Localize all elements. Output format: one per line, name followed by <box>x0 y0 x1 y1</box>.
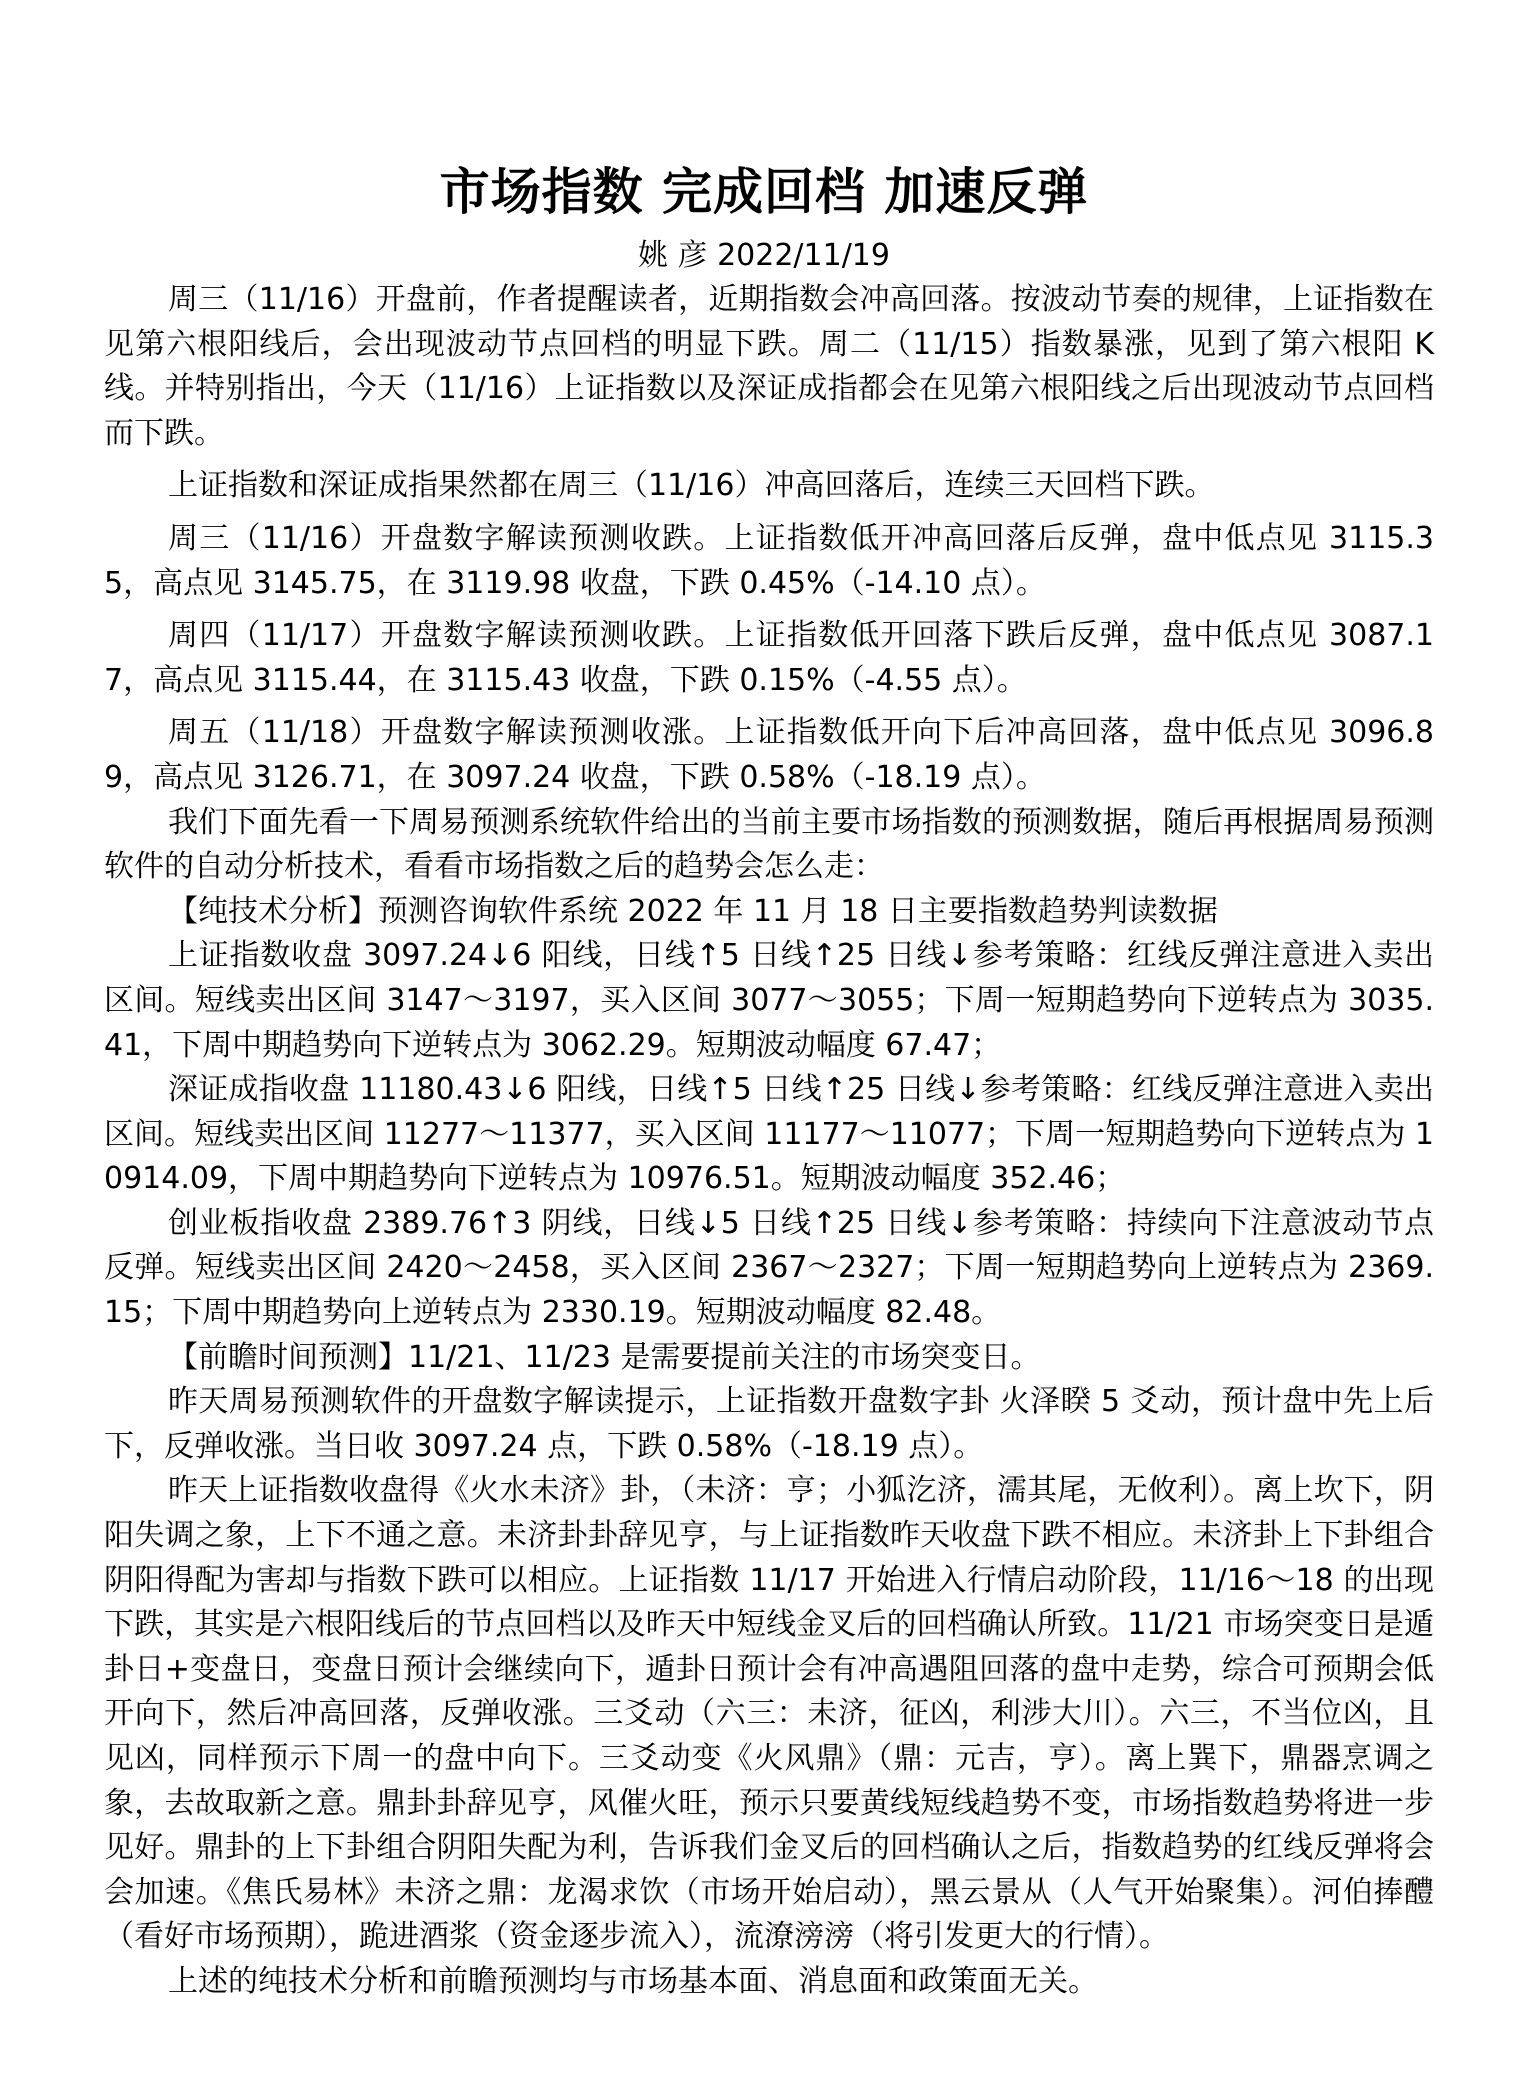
paragraph-shenzhen-index: 深证成指收盘 11180.43↓6 阳线，日线↑5 日线↑25 日线↓参考策略：红线反弹注意进入卖出区间。短线卖出区间 11277～11377，买入区间 11177～11077；下周一短期趋势向下逆转点为 10914.09，下周中期趋势向下逆转点为 10976.51。短期波动幅度 352.46； <box>104 1072 1434 1197</box>
author-date-line: 姚 彦 2022/11/19 <box>638 238 890 273</box>
paragraph-closing-hexagram: 昨天上证指数收盘得《火水未济》卦，（未济：亨；小狐汔济，濡其尾，无攸利）。离上坎下，阴阳失调之象，上下不通之意。未济卦卦辞见亨，与上证指数昨天收盘下跌不相应。未济卦上下卦组合阴阳得配为害却与指数下跌可以相应。上证指数 11/17 开始进入行情启动阶段，11/16～18 的出现下跌，其实是六根阳线后的节点回档以及昨天中短线金叉后的回档确认所致。11/21 市场突变日是遁卦日+变盘日，变盘日预计会继续向下，遁卦日预计会有冲高遇阻回落的盘中走势，综合可预期会低开向下，然后冲高回落，反弹收涨。三爻动（六三：未济，征凶，利涉大川）。六三，不当位凶，且见凶，同样预示下周一的盘中向下。三爻动变《火风鼎》（鼎：元吉，亨）。离上巽下，鼎器烹调之象，去故取新之意。鼎卦卦辞见亨，风催火旺，预示只要黄线短线趋势不变，市场指数趋势将进一步见好。鼎卦的上下卦组合阴阳失配为利，告诉我们金叉后的回档确认之后，指数趋势的红线反弹将会会加速。《焦氏易林》未济之鼎：龙渴求饮（市场开始启动），黑云景从（人气开始聚集）。河伯捧醴（看好市场预期），跪进酒浆（资金逐步流入），流潦滂滂（将引发更大的行情）。 <box>104 1473 1434 1955</box>
paragraph-chinext-index: 创业板指收盘 2389.76↑3 阴线，日线↓5 日线↑25 日线↓参考策略：持续向下注意波动节点反弹。短线卖出区间 2420～2458，买入区间 2367～2327；下周一短期趋势向上逆转点为 2369.15；下周中期趋势向上逆转点为 2330.19。短期波动幅度 82.48。 <box>104 1205 1434 1331</box>
paragraph-intro: 周三（11/16）开盘前，作者提醒读者，近期指数会冲高回落。按波动节奏的规律，上证指数在见第六根阳线后，会出现波动节点回档的明显下跌。周二（11/15）指数暴涨，见到了第六根阳 K 线。并特别指出，今天（11/16）上证指数以及深证成指都会在见第六根阳线之后出现波动节点回档而下跌。 <box>104 282 1434 451</box>
paragraph-overview: 我们下面先看一下周易预测系统软件给出的当前主要市场指数的预测数据，随后再根据周易预测软件的自动分析技术，看看市场指数之后的趋势会怎么走： <box>104 804 1434 885</box>
paragraph-friday: 周五（11/18）开盘数字解读预测收涨。上证指数低开向下后冲高回落，盘中低点见 3096.89，高点见 3126.71，在 3097.24 收盘，下跌 0.58%（-18.19 点）。 <box>104 715 1434 795</box>
paragraph-result: 上证指数和深证成指果然都在周三（11/16）冲高回落后，连续三天回档下跌。 <box>168 468 1215 504</box>
paragraph-technical-heading: 【纯技术分析】预测咨询软件系统 2022 年 11 月 18 日主要指数趋势判读数据 <box>168 893 1218 929</box>
article-body <box>104 278 1434 2005</box>
article-title: 市场指数 完成回档 加速反弹 <box>439 163 1089 221</box>
paragraph-wednesday: 周三（11/16）开盘数字解读预测收跌。上证指数低开冲高回落后反弹，盘中低点见 3115.35，高点见 3145.75，在 3119.98 收盘，下跌 0.45%（-14.10 点）。 <box>104 520 1434 601</box>
paragraph-opening-hexagram: 昨天周易预测软件的开盘数字解读提示，上证指数开盘数字卦 火泽睽 5 爻动，预计盘中先上后下，反弹收涨。当日收 3097.24 点，下跌 0.58%（-18.19 点）。 <box>104 1384 1434 1464</box>
paragraph-disclaimer: 上述的纯技术分析和前瞻预测均与市场基本面、消息面和政策面无关。 <box>168 1963 1098 1999</box>
paragraph-thursday: 周四（11/17）开盘数字解读预测收跌。上证指数低开回落下跌后反弹，盘中低点见 3087.17，高点见 3115.44，在 3115.43 收盘，下跌 0.15%（-4.55 点）。 <box>104 618 1434 698</box>
paragraph-shanghai-index: 上证指数收盘 3097.24↓6 阳线，日线↑5 日线↑25 日线↓参考策略：红线反弹注意进入卖出区间。短线卖出区间 3147～3197，买入区间 3077～3055；下周一短期趋势向下逆转点为 3035.41，下周中期趋势向下逆转点为 3062.29。短期波动幅度 67.47； <box>104 938 1434 1063</box>
paragraph-time-forecast: 【前瞻时间预测】11/21、11/23 是需要提前关注的市场突变日。 <box>168 1339 1041 1375</box>
